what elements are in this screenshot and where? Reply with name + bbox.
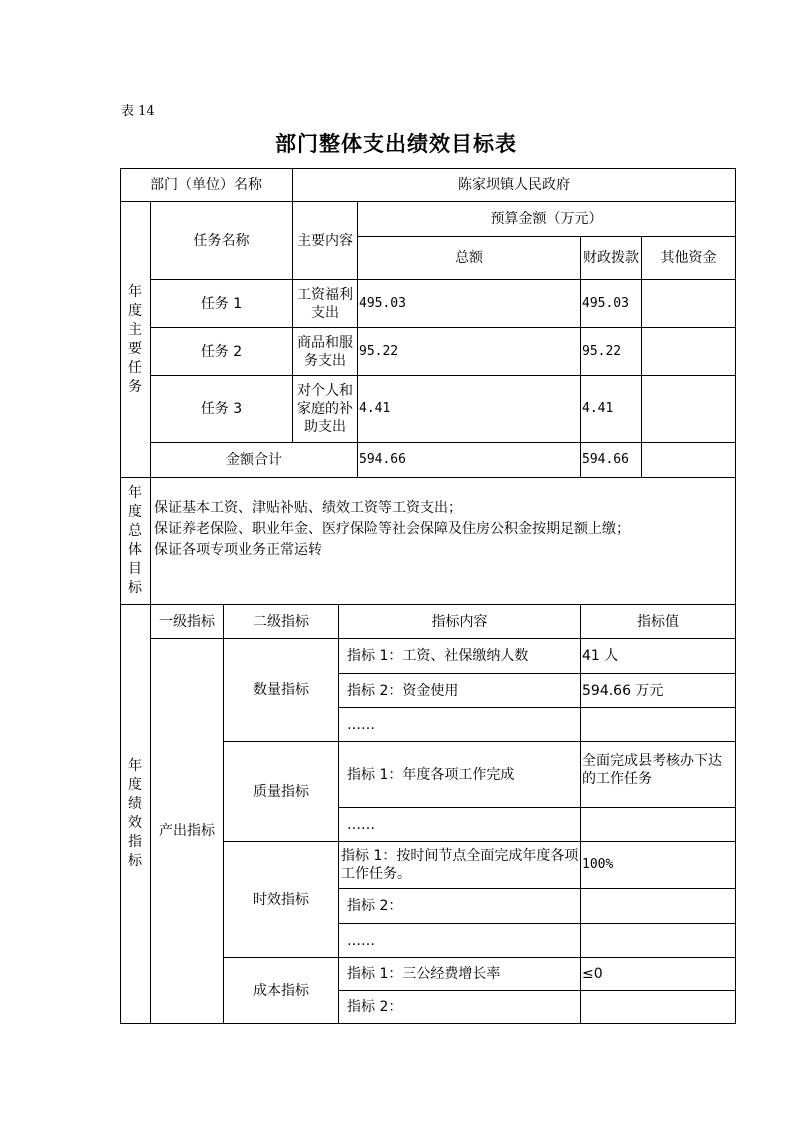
task-name: 任务 1 (151, 280, 293, 328)
indicator-content: 指标 2：资金使用 (339, 674, 581, 708)
indicator-value (581, 924, 736, 958)
sum-label: 金额合计 (151, 443, 358, 478)
content-header: 指标内容 (339, 605, 581, 639)
indicator-content: …… (339, 808, 581, 842)
goal-line: 保证养老保险、职业年金、医疗保险等社会保障及住房公积金按期足额上缴； (154, 521, 630, 537)
level2-header: 二级指标 (224, 605, 339, 639)
level1-header: 一级指标 (151, 605, 224, 639)
level2-timeliness: 时效指标 (224, 842, 339, 958)
task-name: 任务 2 (151, 328, 293, 376)
performance-target-table (120, 168, 736, 1024)
value-header: 指标值 (581, 605, 736, 639)
department-label: 部门（单位）名称 (120, 168, 293, 202)
task-other (642, 376, 736, 443)
other-header: 其他资金 (642, 237, 736, 280)
annual-tasks-side-label: 年度主要任务 (120, 202, 151, 478)
task-total: 495.03 (358, 280, 581, 328)
task-content: 工资福利支出 (293, 280, 358, 328)
main-content-header: 主要内容 (293, 202, 358, 280)
page-title: 部门整体支出绩效目标表 (275, 131, 517, 156)
task-total: 4.41 (358, 376, 581, 443)
level2-cost: 成本指标 (224, 958, 339, 1024)
indicator-content: 指标 1：年度各项工作完成 (339, 742, 581, 808)
task-name-header: 任务名称 (151, 202, 293, 280)
indicator-value (581, 991, 736, 1024)
task-name: 任务 3 (151, 376, 293, 443)
indicator-value: ≤0 (581, 958, 736, 991)
level2-quality: 质量指标 (224, 742, 339, 842)
indicator-value (581, 889, 736, 924)
sum-other (642, 443, 736, 478)
level1-output: 产出指标 (151, 639, 224, 1024)
task-fiscal: 495.03 (581, 280, 642, 328)
indicator-content: 指标 1：三公经费增长率 (339, 958, 581, 991)
task-other (642, 328, 736, 376)
indicator-value: 100% (581, 842, 736, 889)
indicator-content: …… (339, 924, 581, 958)
indicator-value: 全面完成县考核办下达的工作任务 (581, 742, 736, 808)
indicator-value: 41 人 (581, 639, 736, 674)
task-fiscal: 4.41 (581, 376, 642, 443)
total-header: 总额 (358, 237, 581, 280)
indicator-content: 指标 2： (339, 991, 581, 1024)
indicator-value (581, 808, 736, 842)
task-content: 商品和服务支出 (293, 328, 358, 376)
indicator-content: 指标 2： (339, 889, 581, 924)
indicator-content: …… (339, 708, 581, 742)
indicator-content: 指标 1：工资、社保缴纳人数 (339, 639, 581, 674)
indicator-value (581, 708, 736, 742)
task-content: 对个人和家庭的补助支出 (293, 376, 358, 443)
task-fiscal: 95.22 (581, 328, 642, 376)
annual-goal-side-label: 年度总体目标 (120, 478, 151, 605)
indicator-content: 指标 1：按时间节点全面完成年度各项工作任务。 (339, 842, 581, 889)
annual-goal-text (151, 478, 736, 605)
department-value: 陈家坝镇人民政府 (293, 168, 736, 202)
budget-header: 预算金额（万元） (358, 202, 736, 237)
sum-fiscal: 594.66 (581, 443, 642, 478)
fiscal-header: 财政拨款 (581, 237, 642, 280)
goal-line: 保证各项专项业务正常运转 (154, 542, 322, 558)
task-other (642, 280, 736, 328)
performance-side-label: 年度绩效指标 (120, 605, 151, 1024)
sum-total: 594.66 (358, 443, 581, 478)
table-number: 表 14 (121, 104, 155, 119)
task-total: 95.22 (358, 328, 581, 376)
goal-line: 保证基本工资、津贴补贴、绩效工资等工资支出； (154, 500, 462, 516)
level2-quantity: 数量指标 (224, 639, 339, 742)
indicator-value: 594.66 万元 (581, 674, 736, 708)
